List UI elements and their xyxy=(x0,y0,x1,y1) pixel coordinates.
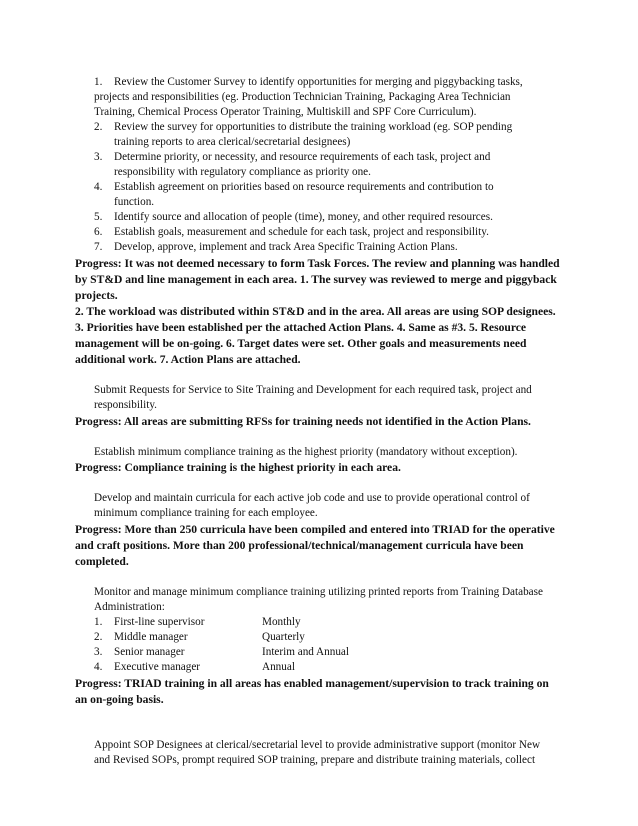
list-number: 2. xyxy=(94,121,103,133)
progress-text: and craft positions. More than 200 professional/technical/management curricula have been xyxy=(75,539,524,552)
list-item-text: Determine priority, or necessity, and resource requirements of each task, project and xyxy=(114,151,491,163)
progress-text: by ST&D and line management in each area. 1. The survey was reviewed to merge and piggyback xyxy=(75,273,557,286)
list-number: 7. xyxy=(94,241,103,253)
frequency-label: Quarterly xyxy=(262,631,305,643)
paragraph-text: Appoint SOP Designees at clerical/secretarial level to provide administrative support (monitor New xyxy=(94,739,541,751)
paragraph-text: responsibility. xyxy=(94,399,157,411)
frequency-label: Monthly xyxy=(262,616,301,628)
progress-text: Progress: More than 250 curricula have been compiled and entered into TRIAD for the operative xyxy=(75,523,555,536)
paragraph-text: Develop and maintain curricula for each active job code and use to provide operational control of xyxy=(94,492,530,504)
progress-text: Progress: TRIAD training in all areas has enabled management/supervision to track training on xyxy=(75,677,549,690)
list-number: 5. xyxy=(94,211,103,223)
list-number: 3. xyxy=(94,646,103,658)
progress-text: Progress: Compliance training is the highest priority in each area. xyxy=(75,461,401,474)
list-item-text: Review the Customer Survey to identify opportunities for merging and piggybacking tasks, xyxy=(114,76,523,88)
paragraph-text: minimum compliance training for each employee. xyxy=(94,507,318,519)
progress-text: 3. Priorities have been established per the attached Action Plans. 4. Same as #3. 5. Resource xyxy=(75,321,527,334)
role-label: Senior manager xyxy=(114,646,185,658)
list-item-text: Review the survey for opportunities to distribute the training workload (eg. SOP pending xyxy=(114,121,513,133)
list-number: 4. xyxy=(94,181,103,193)
paragraph-text: Monitor and manage minimum compliance training utilizing printed reports from Training Database xyxy=(94,586,543,598)
paragraph-text: Establish minimum compliance training as the highest priority (mandatory without exception). xyxy=(94,446,518,458)
role-label: First-line supervisor xyxy=(114,616,205,628)
role-label: Executive manager xyxy=(114,661,201,673)
list-item-text: function. xyxy=(114,196,155,208)
list-number: 2. xyxy=(94,631,103,643)
list-item-text: Training, Chemical Process Operator Training, Multiskill and SPF Core Curriculum). xyxy=(94,106,477,118)
list-item-text: Identify source and allocation of people (time), money, and other required resources. xyxy=(114,211,493,223)
role-label: Middle manager xyxy=(114,631,188,643)
frequency-label: Interim and Annual xyxy=(262,646,349,658)
list-item-text: Establish agreement on priorities based on resource requirements and contribution to xyxy=(114,181,494,193)
list-item-text: Develop, approve, implement and track Area Specific Training Action Plans. xyxy=(114,241,458,253)
progress-text: 2. The workload was distributed within ST&D and in the area. All areas are using SOP designees. xyxy=(75,305,556,318)
list-item-text: projects and responsibilities (eg. Production Technician Training, Packaging Area Technician xyxy=(94,91,511,103)
paragraph-text: and Revised SOPs, prompt required SOP training, prepare and distribute training materials, collect xyxy=(94,754,536,766)
progress-text: Progress: All areas are submitting RFSs for training needs not identified in the Action Plans. xyxy=(75,415,531,428)
progress-text: an on-going basis. xyxy=(75,693,164,706)
list-number: 6. xyxy=(94,226,103,238)
progress-text: management will be on-going. 6. Target dates were set. Other goals and measurements need xyxy=(75,337,527,350)
list-item-text: Establish goals, measurement and schedule for each task, project and responsibility. xyxy=(114,226,489,238)
progress-text: completed. xyxy=(75,555,129,568)
progress-text: projects. xyxy=(75,289,118,302)
progress-text: Progress: It was not deemed necessary to form Task Forces. The review and planning was handled xyxy=(75,257,560,270)
list-item-text: training reports to area clerical/secretarial designees) xyxy=(114,136,351,148)
paragraph-text: Submit Requests for Service to Site Training and Development for each required task, project and xyxy=(94,384,532,396)
list-number: 1. xyxy=(94,76,103,88)
paragraph-text: Administration: xyxy=(94,601,165,613)
list-number: 1. xyxy=(94,616,103,628)
frequency-label: Annual xyxy=(262,661,295,673)
progress-text: additional work. 7. Action Plans are attached. xyxy=(75,353,301,366)
list-number: 4. xyxy=(94,661,103,673)
list-item-text: responsibility with regulatory compliance as priority one. xyxy=(114,166,371,178)
list-number: 3. xyxy=(94,151,103,163)
